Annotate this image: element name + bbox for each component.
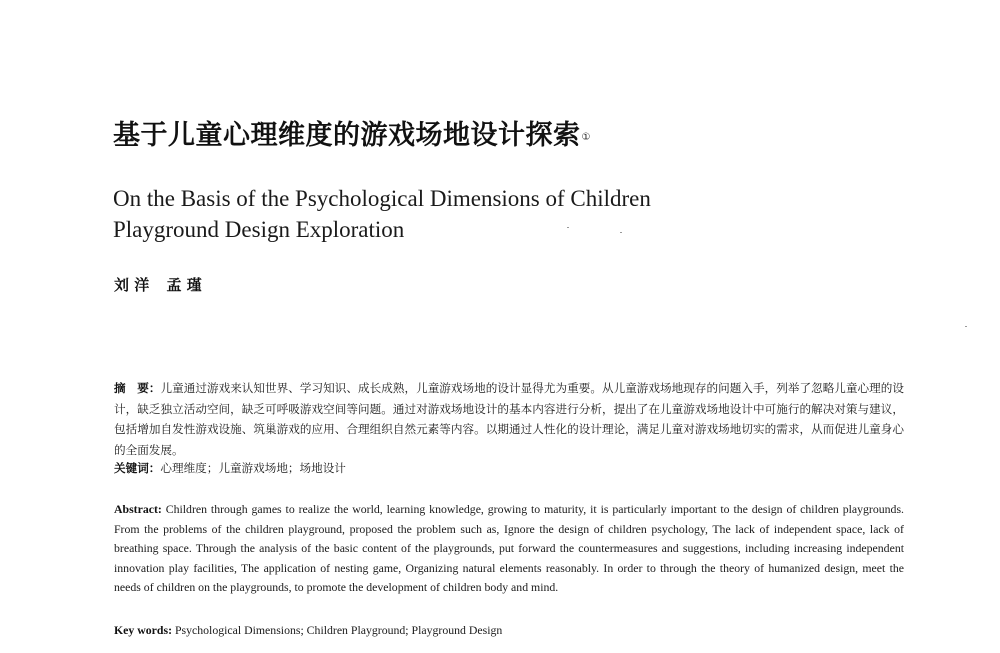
title-cn xyxy=(113,118,591,154)
keywords-cn-label: 关键词： xyxy=(114,461,161,475)
abstract-cn-label: 摘 要： xyxy=(114,381,161,395)
authors xyxy=(114,274,202,295)
scan-speck xyxy=(965,326,967,327)
keywords-cn xyxy=(114,459,346,477)
keywords-cn-text: 心理维度；儿童游戏场地；场地设计 xyxy=(160,461,346,475)
title-footnote-mark[interactable]: ① xyxy=(581,132,591,143)
abstract-cn-text: 儿童通过游戏来认知世界、学习知识、成长成熟，儿童游戏场地的设计显得尤为重要。从儿童游戏场地现存的问题入手，列举了忽略儿童心理的设计，缺乏独立活动空间，缺乏可呼吸游戏空间等问题。通过对游戏场地设计的基本内容进行分析，提出了在儿童游戏场地设计中可施行的解决对策与建议，包括增加自发性游戏设施、筑巢游戏的应用、合理组织自然元素等内容。以期通过人性化的设计理论，满足儿童对游戏场地切实的需求，从而促进儿童身心的全面发展。 xyxy=(114,381,904,457)
scan-speck xyxy=(567,227,569,228)
title-en: On the Basis of the Psychological Dimensions of Children Playground Design Exploration xyxy=(113,186,651,242)
title-cn-text: 基于儿童心理维度的游戏场地设计探索 xyxy=(113,120,581,151)
abstract-cn xyxy=(114,378,904,460)
author-name: 孟 瑾 xyxy=(166,276,202,294)
keywords-en-text: Psychological Dimensions; Children Playground; Playground Design xyxy=(174,623,503,637)
keywords-en xyxy=(114,621,502,639)
author-name: 刘 洋 xyxy=(114,276,150,294)
abstract-en-text: Children through games to realize the world, learning knowledge, growing to maturity, it is particularly important to the design of children playgrounds. From the problems of the children playground, proposed the problem such as, Ignore the design of children psychology, The lack of independent space, lack of breathing space. Through the analysis of the basic content of the playgrounds, put forward the countermeasures and suggestions, including increasing independent innovation play facilities, The application of nesting game, Organizing natural elements reasonably. In order to through the theory of humanized design, meet the needs of children on the playgrounds, to promote the development of children body and mind. xyxy=(114,502,904,594)
keywords-en-label: Key words: xyxy=(114,623,172,637)
abstract-en xyxy=(114,500,904,598)
abstract-en-label: Abstract: xyxy=(114,502,162,516)
scan-speck xyxy=(620,232,622,233)
